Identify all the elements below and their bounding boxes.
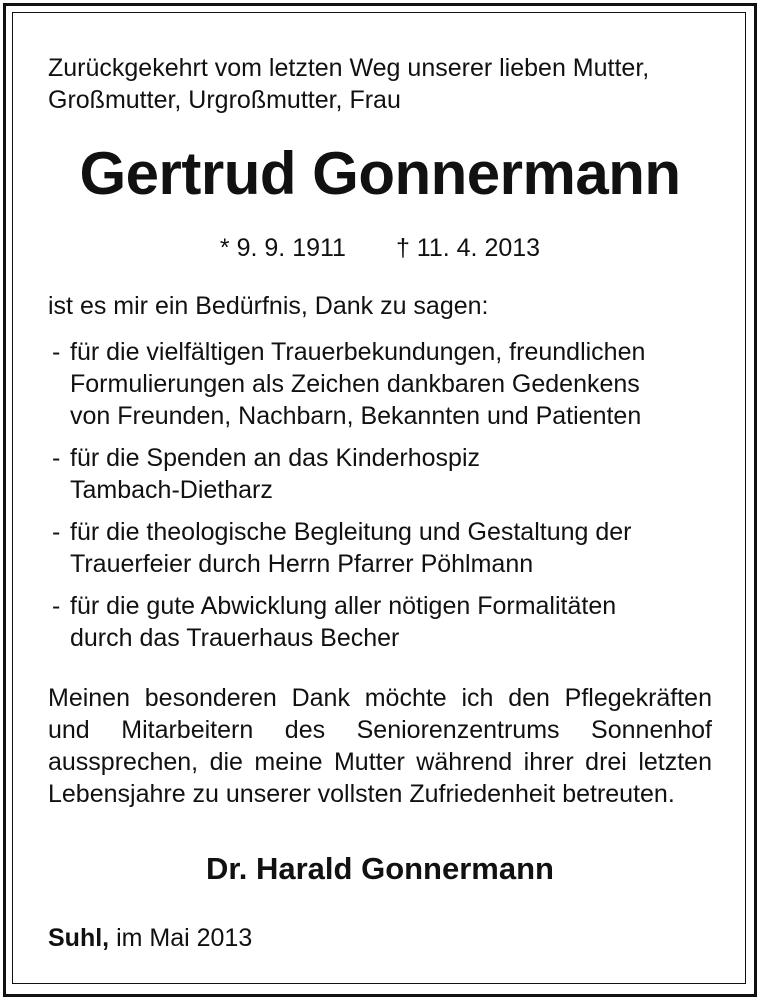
death-date: † 11. 4. 2013 xyxy=(395,234,541,262)
place-city: Suhl, xyxy=(48,924,110,952)
list-item-text xyxy=(70,590,712,654)
list-item xyxy=(48,442,712,506)
list-item-line: von Freunden, Nachbarn, Bekannten und Patienten xyxy=(70,402,642,430)
list-item xyxy=(48,590,712,654)
list-dash: - xyxy=(52,338,61,366)
closing-paragraph: Meinen besonderen Dank möchte ich den Pflegekräften und Mitarbeitern des Seniorenzentrums Sonnenhof aussprechen, die meine Mutter während ihrer drei letzten Lebensjahre zu unserer vollsten Zufriedenheit betreuten. xyxy=(48,684,712,808)
birth-date: * 9. 9. 1911 xyxy=(219,234,346,262)
list-item-text xyxy=(70,516,712,580)
place-date: im Mai 2013 xyxy=(116,924,253,952)
intro-line-2: Großmutter, Urgroßmutter, Frau xyxy=(48,86,401,114)
deceased-name: Gertrud Gonnermann xyxy=(79,140,681,207)
list-item-line: Tambach-Dietharz xyxy=(70,476,273,504)
list-dash: - xyxy=(52,444,61,472)
list-item-line: für die gute Abwicklung aller nötigen Formalitäten xyxy=(70,592,617,620)
life-dates xyxy=(48,232,712,264)
list-item-text xyxy=(70,336,712,432)
list-dash: - xyxy=(52,592,61,620)
list-item-line: für die Spenden an das Kinderhospiz xyxy=(70,444,481,472)
place-and-date xyxy=(48,922,712,954)
list-item-line: für die theologische Begleitung und Gestaltung der xyxy=(70,518,632,546)
list-item xyxy=(48,516,712,580)
thanks-list xyxy=(48,336,712,654)
signer-name: Dr. Harald Gonnermann xyxy=(206,851,554,886)
list-item-line: Trauerfeier durch Herrn Pfarrer Pöhlmann xyxy=(70,550,534,578)
intro-text xyxy=(48,52,712,116)
list-item-line: für die vielfältigen Trauerbekundungen, freundlichen xyxy=(70,338,646,366)
list-dash: - xyxy=(52,518,61,546)
list-item-line: durch das Trauerhaus Becher xyxy=(70,624,400,652)
thanks-lead: ist es mir ein Bedürfnis, Dank zu sagen: xyxy=(48,292,489,320)
list-item-text xyxy=(70,442,712,506)
obituary-notice xyxy=(48,52,712,954)
list-item-line: Formulierungen als Zeichen dankbaren Gedenkens xyxy=(70,370,640,398)
intro-line-1: Zurückgekehrt vom letzten Weg unserer lieben Mutter, xyxy=(48,54,650,82)
list-item xyxy=(48,336,712,432)
